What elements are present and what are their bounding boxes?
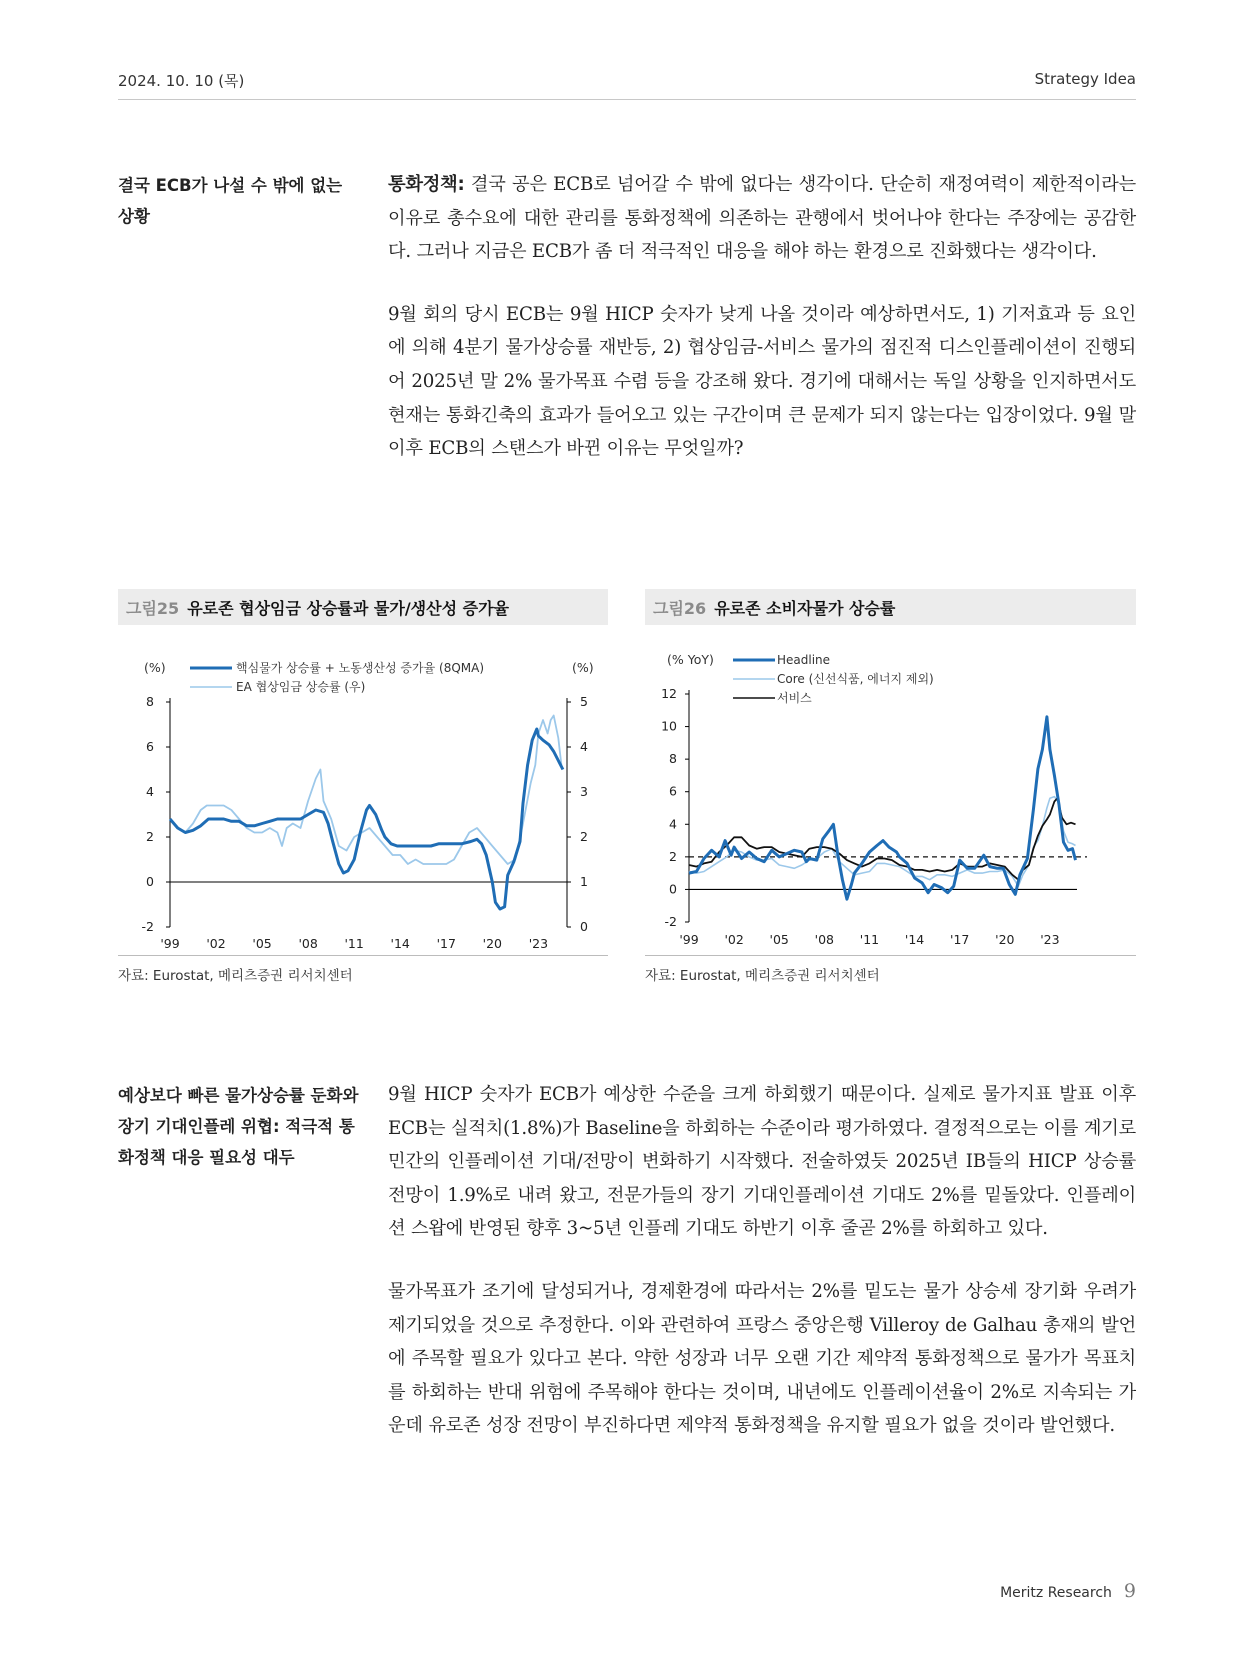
- x-tick-label: '08: [814, 932, 835, 947]
- paragraph: [388, 1275, 1136, 1443]
- x-tick-label: '08: [298, 936, 318, 951]
- x-tick-label: '17: [950, 932, 970, 947]
- paragraph-text: 결국 공은 ECB로 넘어갈 수 밖에 없다는 생각이다. 단순히 재정여력이 제한적이라는 이유로 총수요에 대한 관리를 통화정책에 의존하는 관행에서 벗어나야 한다는 주장에는 공감한다. 그러나 지금은 ECB가 좀 더 적극적인 대응을 해야 하는 환경으로 진화했다는 생각이다.: [388, 174, 1136, 263]
- report-date: 2024. 10. 10 (목): [118, 72, 245, 90]
- side-title-1: 결국 ECB가 나설 수 밖에 없는 상황: [118, 176, 343, 226]
- x-tick-label: '20: [995, 932, 1015, 947]
- report-section: Strategy Idea: [1034, 70, 1136, 88]
- legend-label: Headline: [777, 653, 831, 667]
- paragraph: [388, 1078, 1136, 1246]
- paragraph: [388, 298, 1136, 466]
- x-tick-label: '99: [160, 936, 180, 951]
- y-tick-label: 12: [661, 686, 677, 701]
- y-tick-label: -2: [141, 919, 154, 934]
- right-axis-unit: (%): [572, 660, 594, 675]
- y-tick-label: 8: [669, 751, 677, 767]
- y-tick-label: 2: [146, 829, 154, 844]
- page-number: 9: [1123, 1580, 1136, 1602]
- legend-label: 서비스: [777, 691, 812, 705]
- x-tick-label: '11: [859, 932, 880, 947]
- legend-label: Core (신선식품, 에너지 제외): [777, 672, 934, 686]
- header-divider: [118, 99, 1136, 100]
- x-tick-label: '23: [528, 936, 549, 951]
- legend-label: EA 협상임금 상승률 (우): [236, 680, 366, 694]
- side-title-2: 예상보다 빠른 물가상승률 둔화와 장기 기대인플레 위협: 적극적 통화정책 대응 필요성 대두: [118, 1086, 359, 1167]
- series-line-services: [689, 798, 1076, 880]
- figure-divider: [645, 955, 1136, 956]
- chart-negotiated-wages: [118, 625, 608, 955]
- series-line-negotiated-wages: [170, 716, 561, 865]
- y-tick-label: 0: [146, 874, 154, 889]
- figure-number: 그림25: [126, 598, 180, 618]
- y-tick-label: 6: [146, 739, 154, 754]
- figure-title-bar: [645, 589, 1136, 625]
- chart-consumer-prices: [645, 625, 1136, 955]
- paragraph-text: 9월 HICP 숫자가 ECB가 예상한 수준을 크게 하회했기 때문이다. 실제로 물가지표 발표 이후 ECB는 실적치(1.8%)가 Baseline을 하회하는 수준이라 평가하였다. 결정적으로는 이를 계기로 민간의 인플레이션 기대/전망이 변화하기 시작했다. 전술하였듯 2025년 IB들의 HICP 상승률 전망이 1.9%로 내려 왔고, 전문가들의 장기 기대인플레이션 기대도 2%를 밑돌았다. 인플레이션 스왑에 반영된 향후 3~5년 인플레 기대도 하반기 이후 줄곧 2%를 하회하고 있다.: [388, 1084, 1136, 1240]
- y-tick-label: 0: [580, 919, 588, 934]
- y-tick-label: 4: [669, 816, 677, 832]
- figure-title: 유로존 소비자물가 상승률: [714, 598, 896, 618]
- y-tick-label: 8: [146, 694, 154, 709]
- x-tick-label: '14: [390, 936, 410, 951]
- y-axis-unit: (% YoY): [667, 652, 714, 667]
- y-tick-label: 4: [146, 784, 154, 799]
- y-tick-label: 3: [580, 784, 588, 799]
- x-tick-label: '02: [724, 932, 744, 947]
- figure-source: 자료: Eurostat, 메리츠증권 리서치센터: [645, 968, 880, 984]
- body-section-1: [388, 168, 1136, 466]
- figure-source: 자료: Eurostat, 메리츠증권 리서치센터: [118, 968, 353, 984]
- y-tick-label: 2: [669, 848, 677, 864]
- x-tick-label: '17: [436, 936, 456, 951]
- figure-26: [645, 589, 1136, 984]
- y-tick-label: 2: [580, 829, 588, 844]
- y-tick-label: 4: [580, 739, 588, 754]
- x-tick-label: '05: [769, 932, 789, 947]
- y-tick-label: 0: [669, 881, 677, 897]
- x-tick-label: '99: [679, 932, 699, 947]
- left-axis-unit: (%): [144, 660, 166, 675]
- body-section-2: [388, 1078, 1136, 1443]
- page-footer: [1000, 1580, 1136, 1602]
- y-tick-label: 6: [669, 783, 677, 799]
- y-tick-label: 10: [661, 718, 677, 734]
- x-tick-label: '14: [904, 932, 925, 947]
- x-tick-label: '05: [252, 936, 272, 951]
- figure-title-bar: [118, 589, 608, 625]
- paragraph-text: 9월 회의 당시 ECB는 9월 HICP 숫자가 낮게 나올 것이라 예상하면서도, 1) 기저효과 등 요인에 의해 4분기 물가상승률 재반등, 2) 협상임금-서비스 물가의 점진적 디스인플레이션이 진행되어 2025년 말 2% 물가목표 수렴 등을 강조해 왔다. 경기에 대해서는 독일 상황을 인지하면서도 현재는 통화긴축의 효과가 들어오고 있는 구간이며 큰 문제가 되지 않는다는 입장이었다. 9월 말 이후 ECB의 스탠스가 바뀐 이유는 무엇일까?: [388, 303, 1136, 460]
- y-tick-label: 5: [580, 694, 588, 709]
- x-tick-label: '11: [344, 936, 364, 951]
- figure-number: 그림26: [653, 598, 707, 618]
- figure-title: 유로존 협상임금 상승률과 물가/생산성 증가율: [187, 598, 509, 618]
- y-tick-label: 1: [580, 874, 588, 889]
- series-line-headline: [689, 717, 1076, 899]
- legend-label: 핵심물가 상승률 + 노동생산성 증가율 (8QMA): [236, 661, 485, 675]
- footer-brand: Meritz Research: [1000, 1585, 1112, 1601]
- x-tick-label: '20: [482, 936, 502, 951]
- x-tick-label: '23: [1040, 932, 1060, 947]
- figure-25: [118, 589, 608, 984]
- paragraph: [388, 168, 1136, 269]
- figure-divider: [118, 955, 608, 956]
- x-tick-label: '02: [206, 936, 226, 951]
- paragraph-lead: 통화정책:: [388, 174, 465, 195]
- paragraph-text: 물가목표가 조기에 달성되거나, 경제환경에 따라서는 2%를 밑도는 물가 상승세 장기화 우려가 제기되었을 것으로 추정한다. 이와 관련하여 프랑스 중앙은행 Villeroy de Galhau 총재의 발언에 주목할 필요가 있다고 본다. 약한 성장과 너무 오랜 기간 제약적 통화정책으로 물가가 목표치를 하회하는 반대 위험에 주목해야 한다는 것이며, 내년에도 인플레이션율이 2%로 지속되는 가운데 유로존 성장 전망이 부진하다면 제약적 통화정책을 유지할 필요가 없을 것이라 발언했다.: [388, 1280, 1136, 1437]
- y-tick-label: -2: [664, 914, 677, 929]
